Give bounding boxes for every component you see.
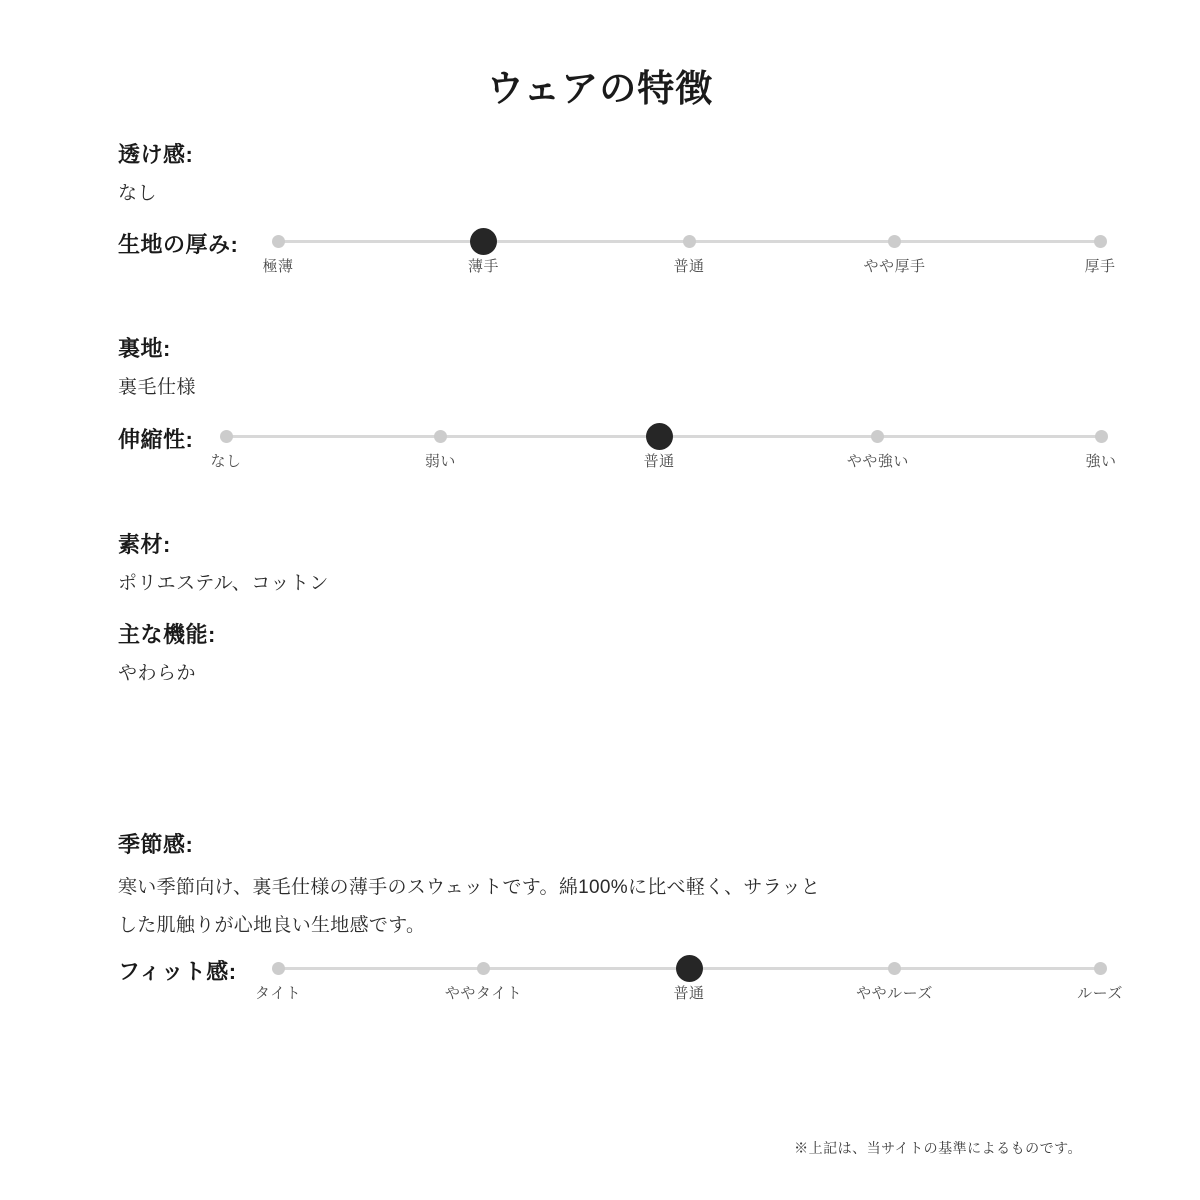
tick-label: 極薄: [262, 258, 294, 275]
tick-dot: [272, 962, 285, 975]
fit-label: フィット感:: [118, 959, 237, 984]
lining-label: 裏地:: [118, 336, 171, 361]
section-season: [118, 828, 1108, 945]
scale-stretch: [118, 423, 1117, 485]
tick-dot: [272, 235, 285, 248]
section-material: [118, 528, 1108, 595]
tick-dot-selected: [470, 228, 497, 255]
function-value: やわらか: [118, 663, 197, 684]
thickness-label: 生地の厚み:: [118, 232, 239, 257]
material-value: ポリエステル、コットン: [118, 573, 329, 594]
season-text-line2: した肌触りが心地良い生地感です。: [118, 915, 426, 936]
tick-label: 弱い: [424, 453, 456, 470]
tick-label: やや強い: [846, 453, 909, 470]
stretch-track[interactable]: [210, 423, 1117, 485]
tick-dot: [683, 235, 696, 248]
tick-dot: [1094, 962, 1107, 975]
tick-dot: [871, 430, 884, 443]
tick-label: 強い: [1085, 453, 1117, 470]
tick-dot: [477, 962, 490, 975]
tick-label: やや厚手: [863, 258, 926, 275]
tick-label: なし: [210, 453, 242, 470]
tick-label: 厚手: [1084, 258, 1116, 275]
tick-label: 普通: [673, 985, 705, 1002]
sheerness-value: なし: [118, 183, 158, 204]
tick-dot: [220, 430, 233, 443]
tick-dot: [888, 235, 901, 248]
season-label: 季節感:: [118, 832, 194, 857]
tick-dot: [1095, 430, 1108, 443]
thickness-track[interactable]: [262, 228, 1116, 290]
tick-dot: [434, 430, 447, 443]
season-text-line1: 寒い季節向け、裏毛仕様の薄手のスウェットです。綿100%に比べ軽く、サラッと: [118, 877, 821, 898]
tick-dot-selected: [646, 423, 673, 450]
page-title: ウェアの特徴: [486, 68, 714, 109]
footnote: ※上記は、当サイトの基準によるものです。: [794, 1140, 1082, 1156]
tick-label: ルーズ: [1077, 985, 1123, 1002]
tick-dot: [1094, 235, 1107, 248]
material-label: 素材:: [118, 532, 171, 557]
function-label: 主な機能:: [118, 622, 216, 647]
lining-value: 裏毛仕様: [118, 377, 197, 398]
tick-label: ややルーズ: [856, 985, 933, 1002]
section-function: [118, 618, 1108, 685]
tick-dot: [888, 962, 901, 975]
scale-fit: [118, 955, 1123, 1017]
scale-thickness: [118, 228, 1116, 290]
tick-label: 普通: [643, 453, 675, 470]
section-lining: [118, 332, 1108, 399]
tick-label: 薄手: [467, 258, 500, 275]
section-sheerness: [118, 138, 1108, 205]
tick-label: 普通: [673, 258, 705, 275]
tick-label: タイト: [254, 985, 302, 1002]
tick-dot-selected: [676, 955, 703, 982]
fit-track[interactable]: [254, 955, 1123, 1017]
stretch-label: 伸縮性:: [118, 427, 194, 452]
tick-label: ややタイト: [444, 985, 523, 1002]
sheerness-label: 透け感:: [118, 142, 194, 167]
